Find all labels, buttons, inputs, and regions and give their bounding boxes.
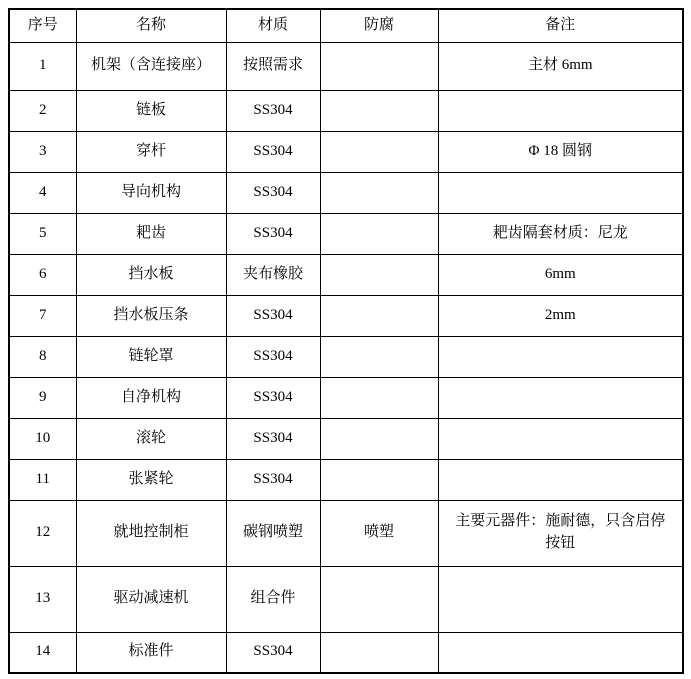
column-header-anticorrosion: 防腐 bbox=[320, 9, 438, 42]
cell-remark: 主材 6mm bbox=[438, 42, 683, 90]
cell-material: 组合件 bbox=[226, 566, 320, 632]
cell-material: SS304 bbox=[226, 377, 320, 418]
table-row bbox=[9, 90, 683, 131]
cell-no: 4 bbox=[9, 172, 76, 213]
cell-anticorrosion bbox=[320, 418, 438, 459]
cell-material: SS304 bbox=[226, 90, 320, 131]
table-row bbox=[9, 566, 683, 632]
cell-material: SS304 bbox=[226, 213, 320, 254]
cell-name: 机架（含连接座） bbox=[76, 42, 226, 90]
cell-no: 3 bbox=[9, 131, 76, 172]
cell-name: 就地控制柜 bbox=[76, 500, 226, 566]
table-row bbox=[9, 42, 683, 90]
cell-remark bbox=[438, 90, 683, 131]
table-row bbox=[9, 459, 683, 500]
cell-remark: 2mm bbox=[438, 295, 683, 336]
cell-name: 耙齿 bbox=[76, 213, 226, 254]
cell-material: SS304 bbox=[226, 172, 320, 213]
cell-material: SS304 bbox=[226, 459, 320, 500]
cell-name: 滚轮 bbox=[76, 418, 226, 459]
table-row bbox=[9, 254, 683, 295]
cell-anticorrosion bbox=[320, 42, 438, 90]
cell-remark bbox=[438, 172, 683, 213]
column-header-remark: 备注 bbox=[438, 9, 683, 42]
cell-material: 按照需求 bbox=[226, 42, 320, 90]
cell-no: 10 bbox=[9, 418, 76, 459]
cell-no: 11 bbox=[9, 459, 76, 500]
table-row bbox=[9, 213, 683, 254]
cell-anticorrosion bbox=[320, 295, 438, 336]
cell-anticorrosion bbox=[320, 459, 438, 500]
cell-anticorrosion bbox=[320, 632, 438, 673]
column-header-material: 材质 bbox=[226, 9, 320, 42]
table-row bbox=[9, 131, 683, 172]
cell-no: 2 bbox=[9, 90, 76, 131]
cell-remark bbox=[438, 632, 683, 673]
parts-spec-table bbox=[8, 8, 684, 674]
table-row bbox=[9, 377, 683, 418]
cell-name: 穿杆 bbox=[76, 131, 226, 172]
cell-no: 13 bbox=[9, 566, 76, 632]
column-header-no: 序号 bbox=[9, 9, 76, 42]
cell-name: 驱动减速机 bbox=[76, 566, 226, 632]
cell-material: SS304 bbox=[226, 632, 320, 673]
cell-name: 链板 bbox=[76, 90, 226, 131]
cell-no: 7 bbox=[9, 295, 76, 336]
table-row bbox=[9, 295, 683, 336]
cell-no: 12 bbox=[9, 500, 76, 566]
cell-remark: 耙齿隔套材质：尼龙 bbox=[438, 213, 683, 254]
table-row bbox=[9, 500, 683, 566]
cell-no: 14 bbox=[9, 632, 76, 673]
cell-remark: Φ 18 圆钢 bbox=[438, 131, 683, 172]
cell-anticorrosion bbox=[320, 336, 438, 377]
table-row bbox=[9, 632, 683, 673]
cell-no: 8 bbox=[9, 336, 76, 377]
cell-remark bbox=[438, 459, 683, 500]
cell-remark bbox=[438, 377, 683, 418]
cell-remark: 主要元器件：施耐德，只含启停按钮 bbox=[438, 500, 683, 566]
cell-remark: 6mm bbox=[438, 254, 683, 295]
cell-material: SS304 bbox=[226, 131, 320, 172]
cell-no: 1 bbox=[9, 42, 76, 90]
cell-name: 链轮罩 bbox=[76, 336, 226, 377]
table-body bbox=[9, 42, 683, 673]
table-row bbox=[9, 336, 683, 377]
cell-name: 自净机构 bbox=[76, 377, 226, 418]
table-row bbox=[9, 172, 683, 213]
cell-name: 标准件 bbox=[76, 632, 226, 673]
cell-remark bbox=[438, 336, 683, 377]
cell-name: 张紧轮 bbox=[76, 459, 226, 500]
cell-anticorrosion bbox=[320, 131, 438, 172]
table-row bbox=[9, 418, 683, 459]
cell-name: 导向机构 bbox=[76, 172, 226, 213]
cell-remark bbox=[438, 566, 683, 632]
cell-material: SS304 bbox=[226, 336, 320, 377]
cell-no: 5 bbox=[9, 213, 76, 254]
cell-anticorrosion bbox=[320, 90, 438, 131]
cell-anticorrosion bbox=[320, 377, 438, 418]
cell-no: 6 bbox=[9, 254, 76, 295]
column-header-name: 名称 bbox=[76, 9, 226, 42]
cell-material: 碳钢喷塑 bbox=[226, 500, 320, 566]
cell-anticorrosion bbox=[320, 172, 438, 213]
cell-anticorrosion bbox=[320, 213, 438, 254]
cell-anticorrosion bbox=[320, 566, 438, 632]
header-row bbox=[9, 9, 683, 42]
cell-anticorrosion: 喷塑 bbox=[320, 500, 438, 566]
cell-remark bbox=[438, 418, 683, 459]
cell-name: 挡水板 bbox=[76, 254, 226, 295]
cell-material: SS304 bbox=[226, 418, 320, 459]
cell-anticorrosion bbox=[320, 254, 438, 295]
cell-name: 挡水板压条 bbox=[76, 295, 226, 336]
cell-material: SS304 bbox=[226, 295, 320, 336]
cell-material: 夹布橡胶 bbox=[226, 254, 320, 295]
cell-no: 9 bbox=[9, 377, 76, 418]
